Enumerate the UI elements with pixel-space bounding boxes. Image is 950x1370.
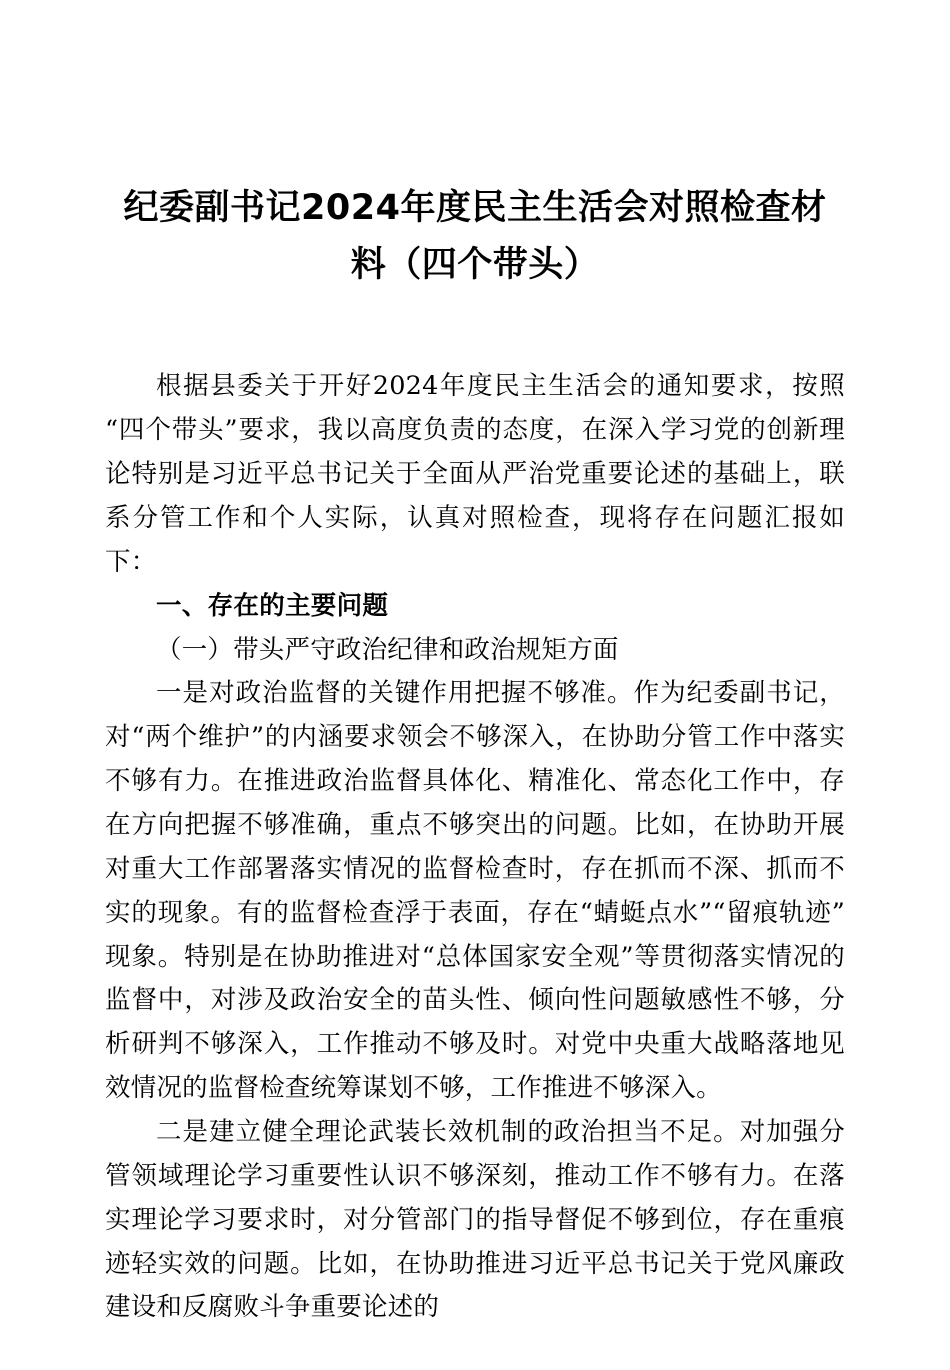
paragraph-point-two: 二是建立健全理论武装长效机制的政治担当不足。对加强分管领域理论学习重要性认识不够深刻，推动工作不够有力。在落实理论学习要求时，对分管部门的指导督促不够到位，存在重痕迹轻实效的问题。比如，在协助推进习近平总书记关于党风廉政建设和反腐败斗争重要论述的	[105, 1116, 845, 1323]
intro-paragraph: 根据县委关于开好2024年度民主生活会的通知要求，按照“四个带头”要求，我以高度负责的态度，在深入学习党的创新理论特别是习近平总书记关于全面从严治党重要论述的基础上，联系分管工作和个人实际，认真对照检查，现将存在问题汇报如下：	[105, 371, 845, 577]
section-heading-main-problems: 一、存在的主要问题	[156, 590, 389, 621]
document-body	[105, 365, 845, 1330]
paragraph-point-one: 一是对政治监督的关键作用把握不够准。作为纪委副书记，对“两个维护”的内涵要求领会不够深入，在协助分管工作中落实不够有力。在推进政治监督具体化、精准化、常态化工作中，存在方向把握不够准确，重点不够突出的问题。比如，在协助开展对重大工作部署落实情况的监督检查时，存在抓而不深、抓而不实的现象。有的监督检查浮于表面，存在“蜻蜓点水”“留痕轨迹”现象。特别是在协助推进对“总体国家安全观”等贯彻落实情况的监督中，对涉及政治安全的苗头性、倾向性问题敏感性不够，分析研判不够深入，工作推动不够及时。对党中央重大战略落地见效情况的监督检查统筹谋划不够，工作推进不够深入。	[105, 678, 845, 1104]
page-title: 纪委副书记2024年度民主生活会对照检查材料（四个带头）	[123, 188, 827, 285]
subsection-heading-political-discipline: （一）带头严守政治纪律和政治规矩方面	[156, 634, 619, 665]
